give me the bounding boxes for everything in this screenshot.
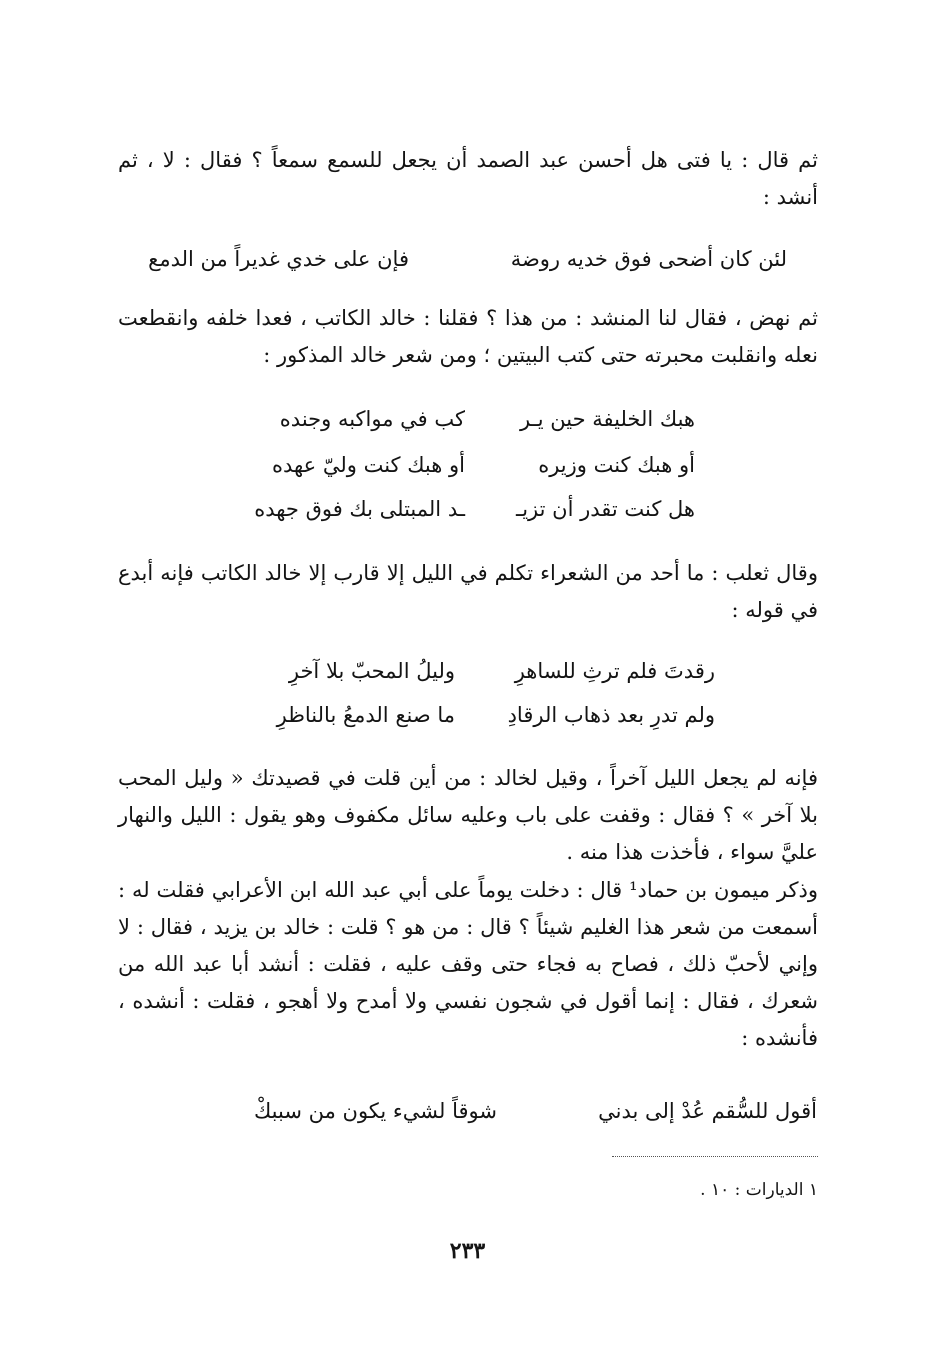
verse-line-2 bbox=[255, 404, 695, 434]
verse-first-hemistich: أقول للسُّقم عُدْ إلى بدني bbox=[598, 1099, 817, 1123]
verse-second-hemistich: كب في مواكبه وجنده bbox=[279, 407, 465, 431]
verse-line-6 bbox=[225, 700, 715, 730]
verse-first-hemistich: رقدتَ فلم ترثِ للساهرِ bbox=[514, 659, 715, 683]
verse-first-hemistich: أو هبك كنت وزيره bbox=[538, 453, 695, 477]
verse-line-1 bbox=[148, 244, 787, 274]
verse-second-hemistich: أو هبك كنت وليّ عهده bbox=[271, 453, 465, 477]
verse-first-hemistich: هل كنت تقدر أن تزيـ bbox=[516, 497, 695, 521]
page-number: ٢٣٣ bbox=[449, 1238, 486, 1264]
verse-line-4 bbox=[255, 494, 695, 524]
verse-line-7 bbox=[247, 1096, 817, 1126]
verse-second-hemistich: وليلُ المحبّ بلا آخرِ bbox=[288, 659, 455, 683]
paragraph-thalab: وقال ثعلب : ما أحد من الشعراء تكلم في الليل إلا قارب إلا خالد الكاتب فإنه أبدع في قوله : bbox=[118, 561, 818, 622]
paragraph-khalid-the-scribe: ثم نهض ، فقال لنا المنشد : من هذا ؟ فقلنا : خالد الكاتب ، فعدا خلفه وانقطعت نعله وانقلبت محبرته حتى كتب البيتين ؛ ومن شعر خالد المذكور : bbox=[118, 306, 818, 367]
verse-line-5 bbox=[225, 656, 715, 686]
verse-first-hemistich: لئن كان أضحى فوق خديه روضة bbox=[510, 247, 787, 271]
verse-first-hemistich: هبك الخليفة حين يـر bbox=[520, 407, 695, 431]
footnote: ١ الديارات : ١٠ . bbox=[700, 1180, 818, 1200]
verse-second-hemistich: شوقاً لشيء يكون من سببكْ bbox=[253, 1099, 497, 1123]
paragraph-opening: ثم قال : يا فتى هل أحسن عبد الصمد أن يجعل للسمع سمعاً ؟ فقال : لا ، ثم أنشد : bbox=[118, 148, 818, 209]
verse-line-3 bbox=[255, 450, 695, 480]
verse-second-hemistich: فإن على خدي غديراً من الدمع bbox=[148, 247, 409, 271]
paragraph-maymun-ibn-hammad: وذكر ميمون بن حماد¹ قال : دخلت يوماً على أبي عبد الله ابن الأعرابي فقلت له : أسمعت من شعر هذا الغليم شيئاً ؟ قال : من هو ؟ قلت : خالد بن يزيد ، فقال : لا وإني لأحبّ ذلك ، فصاح به فجاء حتى وقف عليه ، فقلت : أنشد أبا عبد الله من شعرك ، فقال : إنما أقول في شجون نفسي ولا أمدح ولا أهجو ، فقلت : أنشده ، فأنشده : bbox=[118, 878, 818, 1050]
verse-first-hemistich: ولم تدرِ بعد ذهاب الرقادِ bbox=[507, 703, 715, 727]
verse-second-hemistich: ـد المبتلى بك فوق جهده bbox=[254, 497, 465, 521]
footnote-separator bbox=[612, 1156, 818, 1157]
verse-second-hemistich: ما صنع الدمعُ بالناظرِ bbox=[276, 703, 455, 727]
paragraph-night-without-end: فإنه لم يجعل الليل آخراً ، وقيل لخالد : من أين قلت في قصيدتك « وليل المحب بلا آخر » ؟ فقال : وقفت على باب وعليه سائل مكفوف وهو يقول : الليل والنهار عليَّ سواء ، فأخذت هذا منه . bbox=[118, 766, 818, 864]
